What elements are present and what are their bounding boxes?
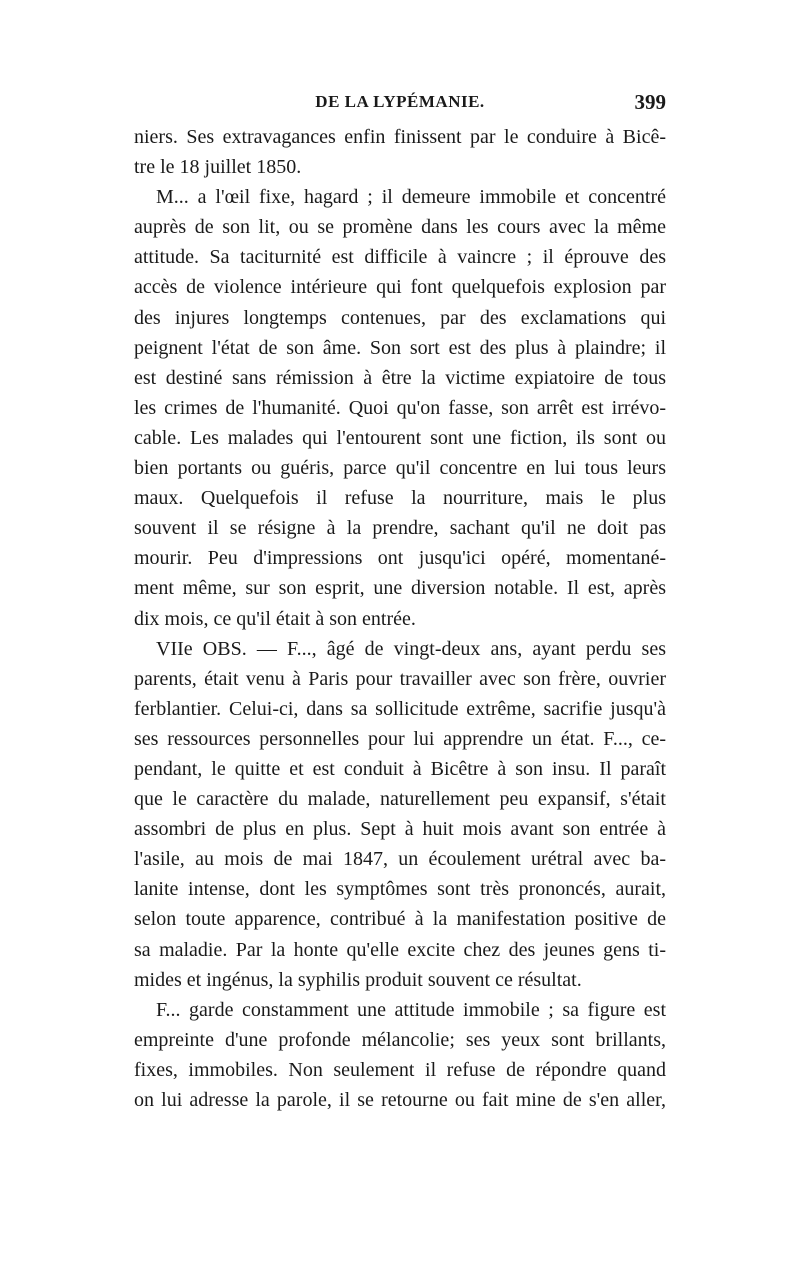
- text-line: souvent il se résigne à la prendre, sachant qu'il ne doit pas: [134, 517, 666, 540]
- text-line: l'asile, au mois de mai 1847, un écoulement urétral avec ba-: [134, 848, 666, 871]
- text-line: lanite intense, dont les symptômes sont très prononcés, aurait,: [134, 878, 666, 901]
- text-line: pendant, le quitte et est conduit à Bicêtre à son insu. Il paraît: [134, 757, 666, 780]
- text-line: des injures longtemps contenues, par des exclamations qui: [134, 306, 666, 329]
- text-line: niers. Ses extravagances enfin finissent par le conduire à Bicê-: [134, 126, 666, 148]
- running-head-title: DE LA LYPÉMANIE.: [315, 92, 485, 111]
- text-line: est destiné sans rémission à être la victime expiatoire de tous: [134, 366, 666, 389]
- page-number: 399: [634, 90, 666, 114]
- text-line: empreinte d'une profonde mélancolie; ses yeux sont brillants,: [134, 1028, 666, 1051]
- text-line: dix mois, ce qu'il était à son entrée.: [134, 607, 416, 630]
- text-line: auprès de son lit, ou se promène dans les cours avec la même: [134, 216, 666, 239]
- text-line: M... a l'œil fixe, hagard ; il demeure immobile et concentré: [156, 186, 666, 209]
- text-line: assombri de plus en plus. Sept à huit mois avant son entrée à: [134, 818, 666, 841]
- text-line: maux. Quelquefois il refuse la nourriture, mais le plus: [134, 487, 666, 510]
- text-line: attitude. Sa taciturnité est difficile à vaincre ; il éprouve des: [134, 246, 666, 269]
- text-line: ses ressources personnelles pour lui apprendre un état. F..., ce-: [134, 727, 666, 750]
- text-line: fixes, immobiles. Non seulement il refuse de répondre quand: [134, 1058, 666, 1081]
- text-line: ferblantier. Celui-ci, dans sa sollicitude extrême, sacrifie jusqu'à: [134, 697, 666, 720]
- text-line: F... garde constamment une attitude immobile ; sa figure est: [156, 998, 666, 1021]
- body-text: [134, 122, 666, 1115]
- text-line: parents, était venu à Paris pour travailler avec son frère, ouvrier: [134, 667, 666, 690]
- book-page: [134, 92, 666, 1115]
- text-line: cable. Les malades qui l'entourent sont une fiction, ils sont ou: [134, 426, 666, 449]
- text-line: on lui adresse la parole, il se retourne ou fait mine de s'en aller,: [134, 1089, 666, 1111]
- running-head: [134, 92, 666, 122]
- text-line: bien portants ou guéris, parce qu'il concentre en lui tous leurs: [134, 457, 666, 480]
- text-line: ment même, sur son esprit, une diversion notable. Il est, après: [134, 577, 666, 600]
- text-line: mourir. Peu d'impressions ont jusqu'ici opéré, momentané-: [134, 547, 666, 570]
- text-line: les crimes de l'humanité. Quoi qu'on fasse, son arrêt est irrévo-: [134, 396, 666, 419]
- text-line: sa maladie. Par la honte qu'elle excite chez des jeunes gens ti-: [134, 938, 666, 961]
- text-line: accès de violence intérieure qui font quelquefois explosion par: [134, 276, 666, 299]
- text-line: que le caractère du malade, naturellement peu expansif, s'était: [134, 788, 666, 811]
- text-line: mides et ingénus, la syphilis produit souvent ce résultat.: [134, 968, 582, 991]
- text-line: selon toute apparence, contribué à la manifestation positive de: [134, 908, 666, 931]
- text-line: peignent l'état de son âme. Son sort est des plus à plaindre; il: [134, 336, 666, 359]
- text-line: VIIe OBS. — F..., âgé de vingt-deux ans, ayant perdu ses: [156, 637, 666, 660]
- text-line: tre le 18 juillet 1850.: [134, 156, 302, 179]
